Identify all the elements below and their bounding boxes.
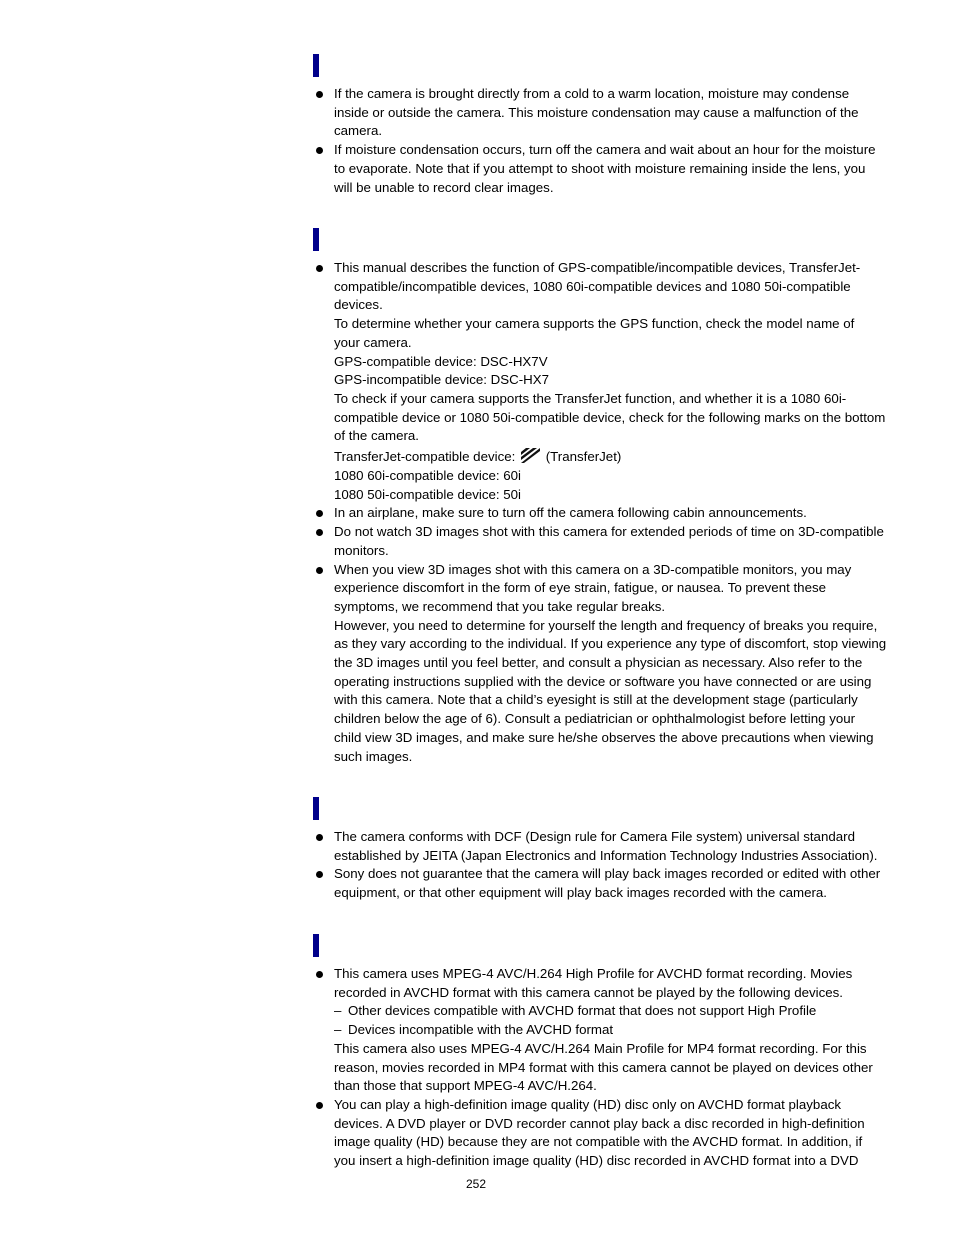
list-item: [313, 561, 923, 767]
text-line: To check if your camera supports the TransferJet function, and whether it is a 1080 60i-: [334, 390, 847, 406]
bullet-icon: [316, 1102, 323, 1109]
transferjet-icon: [521, 448, 540, 463]
bullet-icon: [316, 529, 323, 536]
text-line: symptoms, we recommend that you take regular breaks.: [334, 598, 666, 614]
list-item: [313, 259, 923, 504]
text-line: than those that support MPEG-4 AVC/H.264.: [334, 1078, 597, 1094]
text-line: devices.: [334, 297, 383, 313]
list-item: [313, 141, 923, 197]
text-line: experience discomfort in the form of eye strain, fatigue, or nausea. To prevent these: [334, 580, 827, 596]
text-line: children below the age of 6). Consult a pediatrician or ophthalmologist before letting your: [334, 711, 856, 727]
dash-marker: –: [334, 1003, 342, 1019]
text-line: the 3D images until you feel better, and consult a physician as necessary. Also refer to the: [334, 655, 863, 671]
text-line: established by JEITA (Japan Electronics and Information Technology Industries Association).: [334, 847, 878, 863]
page-number: 252: [466, 1177, 487, 1191]
text-line: Sony does not guarantee that the camera will play back images recorded or edited with other: [334, 866, 881, 882]
bullet-icon: [316, 265, 323, 272]
text-line: image quality (HD) because they are not compatible with the AVCHD format. In addition, if: [334, 1134, 863, 1150]
text-line: camera.: [334, 123, 383, 139]
bullet-icon: [316, 871, 323, 878]
text-line: such images.: [334, 748, 413, 764]
text-line: However, you need to determine for yourself the length and frequency of breaks you require,: [334, 617, 878, 633]
section-marker: [313, 934, 319, 957]
bullet-icon: [316, 91, 323, 98]
text-line: This manual describes the function of GPS-compatible/incompatible devices, TransferJet-: [334, 260, 861, 275]
text-line: You can play a high-definition image quality (HD) disc only on AVCHD format playback: [334, 1096, 842, 1112]
bullet-icon: [316, 834, 323, 841]
text-line: If moisture condensation occurs, turn off the camera and wait about an hour for the moisture: [334, 142, 876, 158]
text-line: equipment, or that other equipment will play back images recorded with the camera.: [334, 885, 827, 901]
section-marker: [313, 228, 319, 251]
text-line: operating instructions supplied with the device or software you have connected or are using: [334, 673, 872, 689]
section-moisture: [313, 85, 923, 197]
list-item: [313, 1096, 923, 1171]
text-line: child view 3D images, and make sure he/she observes the above precautions when viewing: [334, 729, 874, 745]
text-line: The camera conforms with DCF (Design rule for Camera File system) universal standard: [334, 829, 855, 844]
text-line: as they vary according to the individual. If you experience any type of discomfort, stop viewing: [334, 636, 887, 652]
text-line: In an airplane, make sure to turn off the camera following cabin announcements.: [334, 505, 807, 521]
text-line: you insert a high-definition image quality (HD) disc recorded in AVCHD format into a DVD: [334, 1153, 859, 1169]
text-line: will be unable to record clear images.: [334, 179, 554, 195]
text-line: devices. A DVD player or DVD recorder cannot play back a disc recorded in high-definition: [334, 1115, 865, 1131]
sub-list-item: [334, 1021, 923, 1040]
section-avchd: [313, 965, 923, 1171]
list-item: [313, 865, 923, 902]
list-item: [313, 828, 923, 865]
bullet-icon: [316, 510, 323, 517]
list-item: [313, 965, 923, 1096]
bullet-icon: [316, 567, 323, 574]
text-line: to evaporate. Note that if you attempt to shoot with moisture remaining inside the lens, you: [334, 160, 866, 176]
dash-marker: –: [334, 1022, 342, 1038]
text-line: If the camera is brought directly from a cold to a warm location, moisture may condense: [334, 86, 850, 101]
list-item: [313, 504, 923, 523]
text-line: of the camera.: [334, 428, 419, 444]
text-line: Do not watch 3D images shot with this camera for extended periods of time on 3D-compatible: [334, 524, 884, 540]
text-line: inside or outside the camera. This moisture condensation may cause a malfunction of the: [334, 104, 859, 120]
bullet-icon: [316, 147, 323, 154]
section-marker: [313, 797, 319, 820]
text-line: compatible device or 1080 50i-compatible device, check for the following marks on the bottom: [334, 409, 886, 425]
list-item: [313, 523, 923, 560]
section-manual-notes: [313, 259, 923, 766]
sub-list-item: [334, 1002, 923, 1021]
text-line: 1080 50i-compatible device: 50i: [334, 486, 522, 502]
text-line: GPS-compatible device: DSC-HX7V: [334, 353, 548, 369]
bullet-icon: [316, 971, 323, 978]
text-line: GPS-incompatible device: DSC-HX7: [334, 372, 550, 388]
text-line: monitors.: [334, 542, 389, 558]
transferjet-line: [334, 446, 923, 467]
text-line: This camera uses MPEG-4 AVC/H.264 High Profile for AVCHD format recording. Movies: [334, 966, 853, 981]
text-line: When you view 3D images shot with this camera on a 3D-compatible monitors, you may: [334, 561, 852, 577]
text-line: recorded in AVCHD format with this camera cannot be played by the following devices.: [334, 984, 843, 1000]
sub-item-text: Other devices compatible with AVCHD format that does not support High Profile: [348, 1003, 817, 1019]
text-line: 1080 60i-compatible device: 60i: [334, 468, 522, 484]
text-line: reason, movies recorded in MP4 format with this camera cannot be played on devices other: [334, 1059, 873, 1075]
text-line: compatible/incompatible devices, 1080 60i-compatible devices and 1080 50i-compatible: [334, 278, 851, 294]
text-line: This camera also uses MPEG-4 AVC/H.264 Main Profile for MP4 format recording. For this: [334, 1040, 867, 1056]
section-marker: [313, 54, 319, 77]
list-item: [313, 85, 923, 141]
text-line: To determine whether your camera supports the GPS function, check the model name of: [334, 316, 855, 332]
text-line: with this camera. Note that a child’s eyesight is still at the development stage (particularly: [334, 692, 858, 708]
text-line: your camera.: [334, 334, 412, 350]
section-dcf: [313, 828, 923, 903]
transferjet-suffix: (TransferJet): [545, 449, 622, 465]
transferjet-prefix: TransferJet-compatible device:: [334, 449, 516, 465]
sub-item-text: Devices incompatible with the AVCHD format: [348, 1022, 614, 1038]
